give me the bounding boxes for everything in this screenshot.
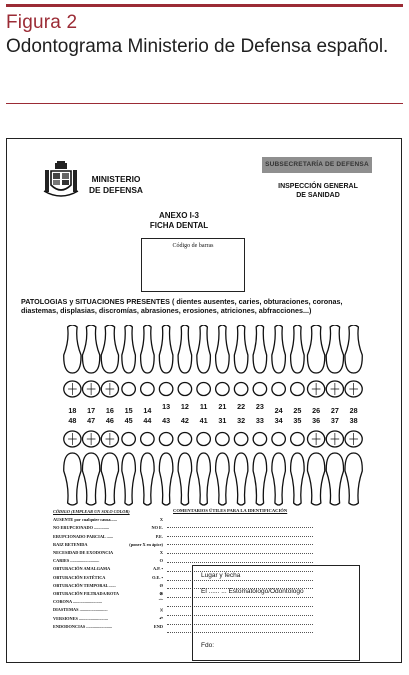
comment-line (167, 519, 313, 528)
lower-tooth-number: 44 (143, 416, 152, 425)
odontogram (63, 325, 363, 507)
legend-row (53, 533, 163, 541)
legend-label: ERUPCIONADO PARCIAL ...... (53, 533, 114, 539)
upper-tooth-number: 25 (293, 406, 302, 415)
legend-row (53, 565, 163, 573)
legend-code: O (159, 558, 163, 564)
upper-tooth-number: 21 (218, 402, 227, 411)
legend-code: ⌒ (158, 599, 163, 605)
lower-tooth-number: 45 (124, 416, 133, 425)
lower-tooth-occlusal (272, 433, 286, 446)
legend-code: Ø (159, 582, 163, 588)
lower-tooth-side (307, 453, 324, 505)
upper-tooth-number: 17 (87, 406, 96, 415)
legend-row (53, 557, 163, 565)
legend-code: )( (160, 607, 163, 613)
upper-tooth-side (197, 325, 211, 373)
comentarios-heading: COMENTARIOS ÚTILES PARA LA IDENTIFICACIÓN (173, 508, 288, 513)
figure-caption: Odontograma Ministerio de Defensa español. (6, 36, 389, 57)
lower-tooth-number: 47 (87, 416, 96, 425)
anexo-label: ANEXO I-3 (158, 211, 199, 220)
lower-tooth-number: 35 (293, 416, 302, 425)
upper-tooth-side (326, 325, 343, 373)
upper-tooth-side (101, 325, 118, 373)
inspeccion-heading (262, 182, 374, 200)
lower-tooth-side (197, 453, 211, 505)
lower-tooth-number: 41 (199, 416, 208, 425)
legend-code: A.P. • (152, 566, 163, 572)
legend-code: ↶ (159, 615, 163, 621)
legend-label: AUSENTE por cualquier causa...... (53, 517, 117, 523)
legend-header: CÓDIGO (EMPLEAR UN SOLO COLOR) (53, 509, 130, 514)
legend-label: NO ERUPCIONADO .............. (53, 525, 110, 531)
lower-tooth-side (326, 453, 343, 505)
lugar-fecha-label: Lugar y fecha (201, 572, 241, 579)
ministry-line-2: DE DEFENSA (89, 185, 143, 195)
upper-tooth-occlusal (291, 383, 305, 396)
lower-tooth-number: 37 (330, 416, 339, 425)
upper-tooth-side (345, 325, 362, 373)
lower-tooth-number: 46 (105, 416, 114, 425)
dentist-line: El ...... ... Estomatólogo/Odontólogo (201, 588, 304, 595)
legend-row (53, 582, 163, 590)
lower-tooth-side (253, 453, 267, 505)
legend-label: RAIZ RETENIDA (53, 541, 88, 547)
lower-tooth-number: 32 (237, 416, 246, 425)
lower-tooth-side (272, 453, 286, 505)
patologias-heading: PATOLOGIAS y SITUACIONES PRESENTES ( dientes ausentes, caries, obturaciones, coronas, diastemas, displasias, discromías, abrasiones, erosiones, atriciones, abfracciones...) (21, 297, 343, 315)
upper-tooth-number: 22 (237, 402, 246, 411)
dental-chart-form (6, 138, 402, 663)
upper-tooth-occlusal (141, 383, 155, 396)
lower-tooth-occlusal (234, 433, 248, 446)
lower-tooth-number: 48 (68, 416, 77, 425)
legend-code: P.E. (155, 533, 163, 539)
lower-tooth-side (101, 453, 118, 505)
upper-tooth-number: 16 (105, 406, 114, 415)
ministry-name (89, 174, 143, 196)
lower-tooth-occlusal (122, 433, 136, 446)
legend-label: VERSIONES ........................... (53, 615, 108, 621)
upper-tooth-number: 27 (330, 406, 339, 415)
upper-tooth-occlusal (178, 383, 192, 396)
legend-row (53, 574, 163, 582)
upper-tooth-number: 24 (274, 406, 283, 415)
lower-tooth-occlusal (216, 433, 230, 446)
lower-tooth-occlusal (253, 433, 267, 446)
comment-line (167, 528, 313, 537)
upper-tooth-side (291, 325, 305, 373)
subsecretaria-stamp: SUBSECRETARÍA DE DEFENSA (262, 157, 372, 173)
inspeccion-line-2: DE SANIDAD (296, 192, 340, 199)
upper-tooth-occlusal (216, 383, 230, 396)
legend-row (53, 623, 163, 631)
lower-tooth-side (216, 453, 230, 505)
comment-line (167, 545, 313, 554)
upper-tooth-number: 13 (162, 402, 171, 411)
form-title (7, 211, 351, 230)
upper-tooth-number: 18 (68, 406, 77, 415)
upper-tooth-side (122, 325, 136, 373)
lower-tooth-occlusal (178, 433, 192, 446)
legend-row (53, 606, 163, 614)
legend-code: NO E. (151, 525, 163, 531)
signature-box (192, 565, 360, 661)
upper-tooth-side (253, 325, 267, 373)
barcode-box: Código de barras (141, 238, 245, 292)
upper-tooth-number: 26 (312, 406, 321, 415)
lower-tooth-side (178, 453, 192, 505)
legend-label: OBTURACIÓN FILTRADA/ROTA (53, 591, 120, 597)
upper-tooth-side (159, 325, 173, 373)
legend-row (53, 598, 163, 606)
lower-tooth-number: 38 (349, 416, 358, 425)
upper-tooth-side (82, 325, 99, 373)
legend-code: O.E. • (152, 574, 163, 580)
legend-label: NECESIDAD DE EXODONCIA (53, 550, 114, 556)
lower-tooth-number: 34 (274, 416, 283, 425)
upper-tooth-number: 28 (349, 406, 358, 415)
lower-tooth-number: 33 (255, 416, 264, 425)
figure-number: Figura 2 (6, 12, 78, 33)
top-rule (6, 4, 403, 7)
lower-tooth-occlusal (141, 433, 155, 446)
legend-label: OBTURACIÓN ESTÉTICA (53, 574, 106, 580)
upper-tooth-side (307, 325, 324, 373)
upper-tooth-side (178, 325, 192, 373)
lower-tooth-side (64, 453, 81, 505)
upper-tooth-side (234, 325, 248, 373)
lower-tooth-number: 42 (180, 416, 189, 425)
legend-row (53, 615, 163, 623)
upper-tooth-occlusal (253, 383, 267, 396)
caption-rule (6, 103, 403, 104)
legend-label: DIASTEMAS .......................... (53, 607, 108, 613)
upper-tooth-side (141, 325, 155, 373)
legend (53, 508, 163, 631)
upper-tooth-side (272, 325, 286, 373)
legend-code: END (153, 623, 163, 629)
upper-tooth-side (216, 325, 230, 373)
legend-label: ENDODONCIAS ........................ (53, 623, 113, 629)
legend-row (53, 590, 163, 598)
legend-rows (53, 516, 163, 631)
lower-tooth-number: 36 (312, 416, 321, 425)
legend-code: (poner X en ápice) (129, 541, 163, 547)
lower-tooth-occlusal (291, 433, 305, 446)
legend-label: OBTURACIÓN AMALGAMA (53, 566, 111, 572)
upper-tooth-number: 15 (124, 406, 133, 415)
upper-tooth-occlusal (197, 383, 211, 396)
coat-of-arms-icon (43, 161, 79, 199)
legend-row (53, 549, 163, 557)
upper-tooth-number: 12 (180, 402, 189, 411)
lower-tooth-side (159, 453, 173, 505)
upper-tooth-number: 23 (255, 402, 264, 411)
lower-tooth-side (291, 453, 305, 505)
upper-tooth-number: 14 (143, 406, 152, 415)
firma-label: Fdo: (201, 642, 215, 649)
legend-label: OBTURACIÓN TEMPORAL ...... (53, 582, 116, 588)
lower-tooth-number: 31 (218, 416, 227, 425)
legend-row (53, 524, 163, 532)
comment-line (167, 537, 313, 546)
upper-tooth-occlusal (234, 383, 248, 396)
upper-tooth-occlusal (272, 383, 286, 396)
lower-tooth-side (345, 453, 362, 505)
legend-row (53, 541, 163, 549)
lower-tooth-occlusal (159, 433, 173, 446)
upper-tooth-occlusal (122, 383, 136, 396)
legend-code: ⊗ (159, 591, 163, 597)
upper-tooth-occlusal (159, 383, 173, 396)
legend-code: X (159, 517, 163, 523)
lower-tooth-side (234, 453, 248, 505)
lower-tooth-side (122, 453, 136, 505)
ministry-line-1: MINISTERIO (91, 174, 141, 184)
lower-tooth-occlusal (197, 433, 211, 446)
lower-tooth-side (141, 453, 155, 505)
lower-tooth-side (82, 453, 99, 505)
legend-code: X (159, 550, 163, 556)
upper-tooth-side (64, 325, 81, 373)
legend-label: CARIES ........................... (53, 558, 100, 564)
ficha-label: FICHA DENTAL (149, 220, 209, 230)
legend-label: CORONA ........................... (53, 599, 102, 605)
lower-tooth-number: 43 (162, 416, 171, 425)
comment-line (167, 554, 313, 563)
inspeccion-line-1: INSPECCIÓN GENERAL (278, 183, 358, 190)
upper-tooth-number: 11 (199, 402, 208, 411)
legend-row (53, 516, 163, 524)
